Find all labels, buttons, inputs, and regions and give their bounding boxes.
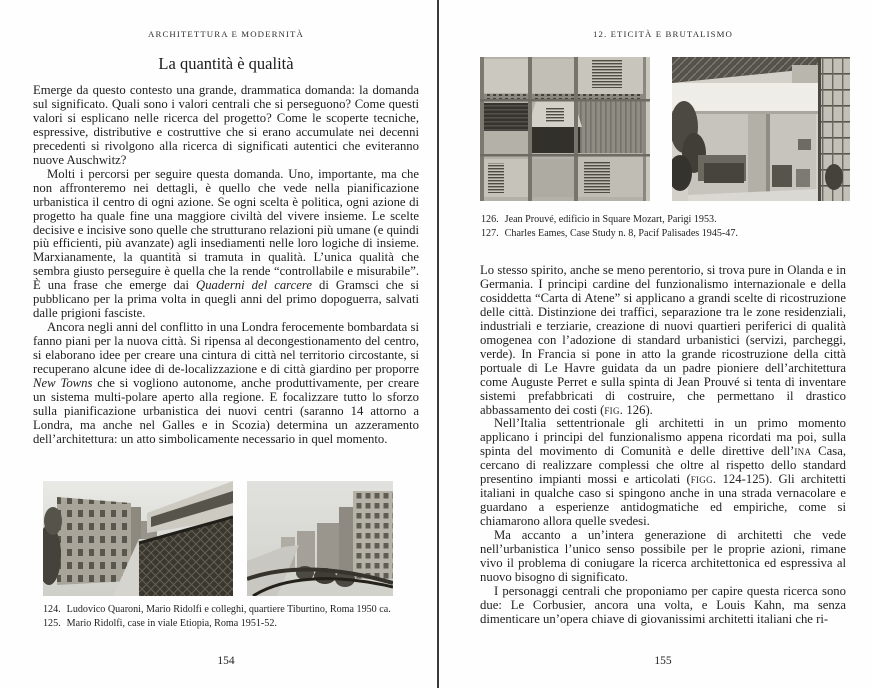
figure-row-left xyxy=(43,481,393,596)
paragraph: Molti i percorsi per seguire questa domanda. Uno, importante, ma che non affronteremo nei dettagli, è quello che vede nella pianificazione urbanistica il centro di ogni azione. Se ogni scelta è politica, ogni azione di progetto ha quale fine una maggiore civiltà del vivere insieme. Le scelte decisive e incisive sono quelle che strutturano relazioni più umane (e quindi più efficienti, più avanzate) agli insediamenti nelle loro logiche di insieme. Marxianamente, la quantità si tramuta in qualità. L’unica qualità che sembra giusto perseguire è quella che la rende “controllabile e misurabile”. È una frase che emerge dai Quaderni del carcere di Gramsci che si pubblicano per la prima volta in quegli anni del primo dopoguerra, salvati dalle prigioni fasciste. xyxy=(33,166,419,321)
prouve-facade-photo-illustration xyxy=(480,57,650,201)
photo-eames-case-study-8 xyxy=(672,57,850,201)
eames-house-photo-illustration xyxy=(672,57,850,201)
paragraph: Nell’Italia settentrionale gli architetti in un primo momento applicano i principi del funzionalismo appena ricordati ma poi, sulla spinta del movimento di Comunità e delle direttive dell’ina Casa, cercano di realizzare complessi che oltre al rispetto dello standard presentino impianti mossi e articolati (figg. 124-125). Gli architetti italiani in qualche caso si spingono anche in una strada vernacolare e guardano a esperienze antidogmatiche ed empiriche, come si chiamarono allora quelle svedesi. xyxy=(480,416,846,529)
photo-viale-etiopia xyxy=(247,481,393,596)
caption-126 xyxy=(481,213,854,227)
body-text-left xyxy=(33,84,419,447)
paragraph: Ma accanto a un’intera generazione di architetti che vede nell’urbanistica l’unico senso possibile per le proprie azioni, rimane vivo il problema di coniugare la ricerca architettonica ed espressiva al nuovo bisogno di significato. xyxy=(480,528,846,584)
caption-text: Jean Prouvé, edificio in Square Mozart, Parigi 1953. xyxy=(504,214,717,225)
caption-number: 125. xyxy=(43,617,61,629)
figure-captions-right xyxy=(481,213,854,240)
page-right xyxy=(480,0,846,688)
paragraph: Emerge da questo contesto una grande, drammatica domanda: la domanda sul significato. Quali sono i valori centrali che si perseguono? Come questi valori si esplicano nelle ricerca del progetto? Come le scoperte tecniche, espressive, distributive e costruttive che si erano accumulate nei decenni precedenti si rivolgono alla ricerca di significati autentici che eviteranno nuove Auschwitz? xyxy=(33,83,419,167)
paragraph: Ancora negli anni del conflitto in una Londra ferocemente bombardata si fanno piani per la nuova città. Si ripensa al decongestionamento del centro, si elaborano idee per creare una cintura di città nel territorio circostante, si recuperano alcune idee di de-localizzazione e di città giardino per proporre New Towns che si vogliono autonome, anche produttivamente, per creare un sistema multi-polare aperto alla regione. E focalizzare tutto lo sforzo sulla pianificazione urbanistica dei nuovi centri (saranno 14 attorno a Londra, ma anche nel Galles e in Scozia) determina un azzeramento dell’architettura: un atto simbolicamente necessario in quel momento. xyxy=(33,320,419,446)
running-head-left: ARCHITETTURA E MODERNITÀ xyxy=(148,29,304,39)
caption-number: 124. xyxy=(43,604,61,615)
photo-square-mozart xyxy=(480,57,650,201)
viale-etiopia-photo-illustration xyxy=(247,481,393,596)
caption-text: Charles Eames, Case Study n. 8, Pacif Palisades 1945-47. xyxy=(504,227,738,239)
figure-captions-left xyxy=(43,603,427,630)
page-number-right: 155 xyxy=(654,655,672,667)
caption-text: Ludovico Quaroni, Mario Ridolfi e colleghi, quartiere Tiburtino, Roma 1950 ca. xyxy=(66,604,391,615)
caption-127 xyxy=(481,227,854,241)
page-left xyxy=(33,0,419,688)
figure-row-right xyxy=(480,57,850,201)
body-text-right xyxy=(480,264,846,627)
caption-124 xyxy=(43,603,427,617)
caption-number: 126. xyxy=(481,214,499,225)
page-gutter-divider xyxy=(437,0,439,688)
caption-number: 127. xyxy=(481,227,499,239)
paragraph: Lo stesso spirito, anche se meno perentorio, si trova pure in Olanda e in Germania. I principi cardine del funzionalismo internazionale e della cosiddetta “Carta di Atene” si applicano a grandi scelte di ricostruzione delle città. Distinzione dei traffici, separazione tra le zone residenziali, industriali e terziarie, creazione di nuovi quartieri periferici di qualità omogenea con l’adozione di standard urbanistici (servizi, parcheggi, verde). In Francia si pone in atto la grande ricostruzione della città portuale di Le Havre guidata da un padre pioniere dell’architettura come Auguste Perret e sulla spinta di Jean Prouvé si tenta di inventare sistemi prefabbricati di costruire, che permettano il drastico abbassamento dei costi (fig. 126). xyxy=(480,263,846,417)
page-number-left: 154 xyxy=(217,655,235,667)
paragraph: I personaggi centrali che proponiamo per capire questa ricerca sono due: Le Corbusier, ancora una volta, e Louis Kahn, ma senza dimenticare un’opera chiave di giovanissimi architetti italiani che ri- xyxy=(480,583,846,626)
running-head-right: 12. ETICITÀ E BRUTALISMO xyxy=(592,29,734,39)
caption-text: Mario Ridolfi, case in viale Etiopia, Roma 1951-52. xyxy=(66,617,277,629)
caption-125 xyxy=(43,617,427,631)
tiburtino-photo-illustration xyxy=(43,481,233,596)
section-title: La quantità è qualità xyxy=(158,54,294,73)
photo-quartiere-tiburtino xyxy=(43,481,233,596)
